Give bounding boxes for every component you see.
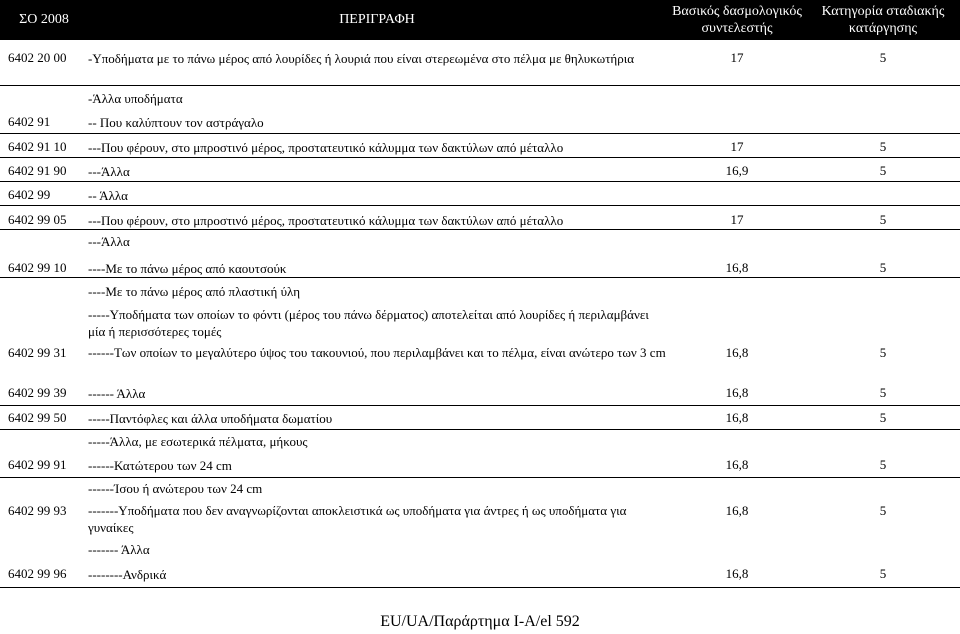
tariff-code: 6402 91 10 (8, 139, 67, 154)
tariff-code: 6402 99 50 (8, 410, 67, 425)
description: -----Άλλα, με εσωτερικά πέλματα, μήκους (88, 434, 308, 449)
description: ---Που φέρουν, στο μπροστινό μέρος, προστατευτικό κάλυμμα των δακτύλων από μέταλλο (88, 140, 564, 155)
header-staging-category: Κατηγορία σταδιακής κατάργησης (821, 4, 945, 36)
table-row (0, 134, 960, 158)
table-row (0, 182, 960, 206)
table-row (0, 540, 960, 564)
base-rate: 17 (730, 50, 744, 65)
tariff-code: 6402 99 96 (8, 566, 67, 581)
description: ------Κατώτερου των 24 cm (88, 458, 232, 473)
table-row (0, 86, 960, 110)
tariff-code: 6402 20 00 (8, 50, 67, 65)
header-description: ΠΕΡΙΓΡΑΦΗ (339, 12, 415, 27)
header-code: ΣΟ 2008 (19, 12, 69, 27)
staging-category: 5 (879, 503, 887, 518)
header-base-rate: Βασικός δασμολογικός συντελεστής (672, 4, 802, 36)
tariff-code: 6402 99 91 (8, 457, 67, 472)
tariff-code: 6402 99 39 (8, 385, 67, 400)
table-row (0, 478, 960, 500)
tariff-code: 6402 91 (8, 114, 51, 129)
table-row (0, 454, 960, 478)
staging-category: 5 (879, 457, 887, 472)
description: -- Που καλύπτουν τον αστράγαλο (88, 115, 264, 130)
table-row (0, 302, 960, 340)
base-rate: 16,8 (725, 385, 749, 400)
staging-category: 5 (879, 50, 887, 65)
tariff-code: 6402 99 93 (8, 503, 67, 518)
staging-category: 5 (879, 139, 887, 154)
table-row (0, 206, 960, 230)
staging-category: 5 (879, 566, 887, 581)
base-rate: 16,8 (725, 260, 749, 275)
tariff-code: 6402 99 10 (8, 260, 67, 275)
description: ------Ίσου ή ανώτερου των 24 cm (88, 481, 263, 496)
staging-category: 5 (879, 410, 887, 425)
description: ---Που φέρουν, στο μπροστινό μέρος, προστατευτικό κάλυμμα των δακτύλων από μέταλλο (88, 213, 564, 228)
table-row (0, 158, 960, 182)
table-bottom-rule (0, 587, 960, 588)
base-rate: 16,9 (725, 163, 749, 178)
description: ----Με το πάνω μέρος από πλαστική ύλη (88, 284, 300, 299)
staging-category: 5 (879, 385, 887, 400)
tariff-code: 6402 99 31 (8, 345, 67, 360)
table-row (0, 406, 960, 430)
staging-category: 5 (879, 345, 887, 360)
table-row (0, 230, 960, 254)
base-rate: 16,8 (725, 503, 749, 518)
tariff-code: 6402 91 90 (8, 163, 67, 178)
table-row (0, 42, 960, 86)
base-rate: 16,8 (725, 566, 749, 581)
description: ------- Άλλα (88, 542, 150, 557)
description: -- Άλλα (88, 188, 128, 203)
base-rate: 17 (730, 212, 744, 227)
tariff-code: 6402 99 05 (8, 212, 67, 227)
description: ------Των οποίων το μεγαλύτερο ύψος του τακουνιού, που περιλαμβάνει και το πέλμα, είναι ανώτερο των 3 cm (88, 345, 666, 360)
description: -Άλλα υποδήματα (88, 91, 183, 106)
table-row (0, 500, 960, 540)
staging-category: 5 (879, 212, 887, 227)
base-rate: 16,8 (725, 345, 749, 360)
staging-category: 5 (879, 260, 887, 275)
description: -----Παντόφλες και άλλα υποδήματα δωματίου (88, 411, 333, 426)
base-rate: 16,8 (725, 457, 749, 472)
table-header (0, 0, 960, 40)
description: --------Ανδρικά (88, 567, 167, 582)
table-row (0, 340, 960, 382)
base-rate: 17 (730, 139, 744, 154)
table-row (0, 278, 960, 302)
description: -----Υποδήματα των οποίων το φόντι (μέρος του πάνω δέρματος) αποτελείται από λουρίδες ή περιλαμβάνει μία ή περισσότερες τομές (88, 307, 649, 339)
table-row (0, 254, 960, 278)
table-row (0, 564, 960, 588)
staging-category: 5 (879, 163, 887, 178)
base-rate: 16,8 (725, 410, 749, 425)
description: ----Με το πάνω μέρος από καουτσούκ (88, 261, 287, 276)
table-row (0, 430, 960, 454)
description: ---Άλλα (88, 164, 130, 179)
description: -Υποδήματα με το πάνω μέρος από λουρίδες ή λουριά που είναι στερεωμένα στο πέλμα με θηλυκωτήρια (88, 51, 635, 66)
description: ------ Άλλα (88, 386, 146, 401)
tariff-code: 6402 99 (8, 187, 51, 202)
description: -------Υποδήματα που δεν αναγνωρίζονται αποκλειστικά ως υποδήματα για άντρες ή ως υποδήματα για γυναίκες (88, 503, 627, 535)
page-footer: EU/UA/Παράρτημα I-A/el 592 (380, 613, 580, 630)
table-row (0, 110, 960, 134)
description: ---Άλλα (88, 234, 130, 249)
table-row (0, 382, 960, 406)
